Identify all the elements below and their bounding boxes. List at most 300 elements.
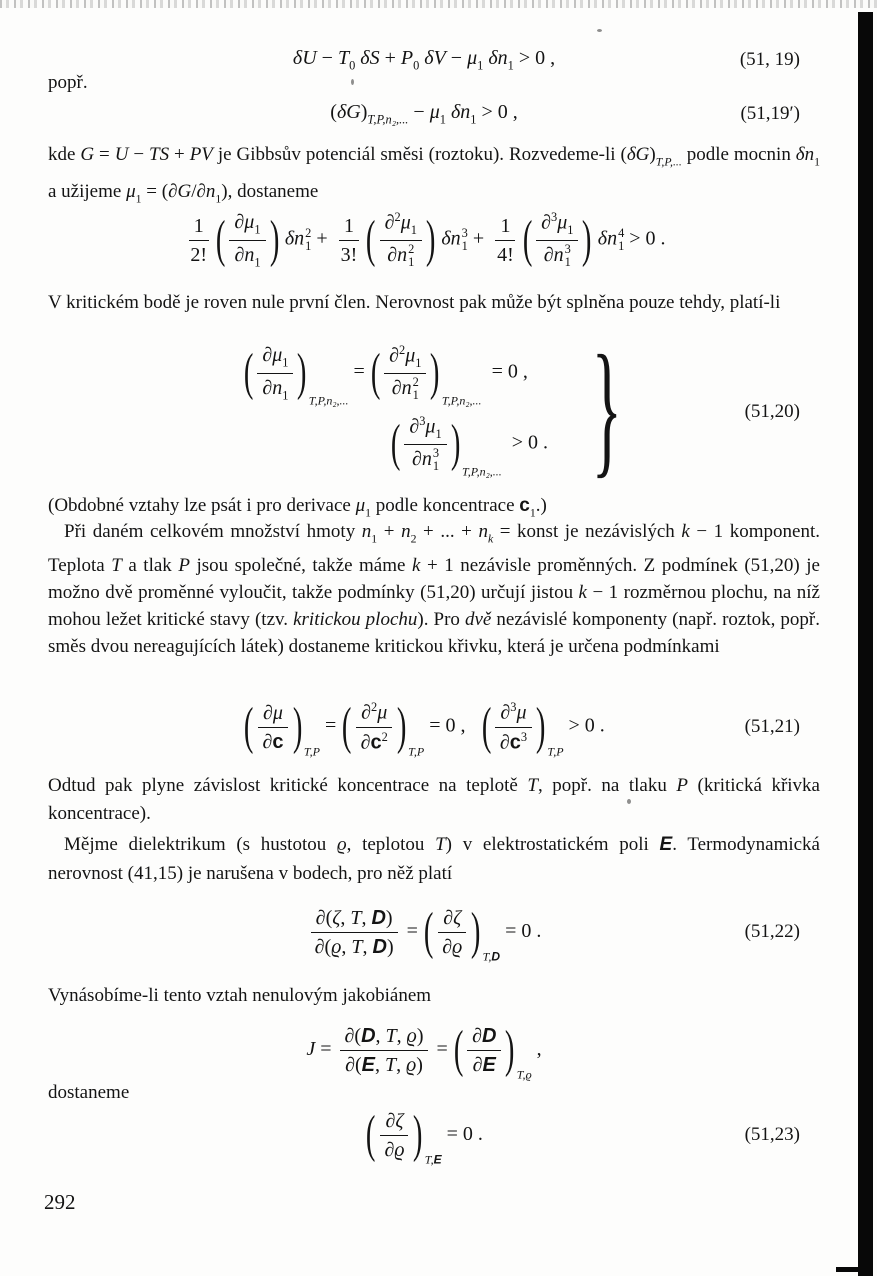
math-run: > 0 , — [476, 100, 518, 123]
equation-51-20-row1 — [48, 340, 800, 406]
math-run — [339, 214, 359, 241]
math-run: 3 — [461, 225, 468, 240]
math-run — [483, 949, 500, 964]
math-run: ∂ — [345, 1053, 355, 1076]
math-run — [565, 243, 571, 270]
math-run: μ — [429, 100, 440, 123]
math-run — [257, 343, 293, 403]
math-run: 2 — [381, 729, 388, 744]
math-run: E — [482, 1053, 496, 1076]
math-run: μ — [355, 495, 366, 516]
math-run: D — [371, 906, 386, 929]
math-run: ) v elektrostatickém poli — [445, 834, 660, 855]
math-run: D — [481, 1024, 497, 1047]
math-run: + — [379, 46, 401, 69]
math-run — [229, 241, 265, 270]
math-run — [310, 906, 399, 959]
math-run: ∂ — [472, 1053, 483, 1076]
math-run: (kritická křivka koncentrace). — [48, 775, 820, 824]
math-run: > 0 , — [513, 46, 556, 69]
math-run: dvě — [464, 609, 492, 631]
math-run: ∂μ — [263, 701, 283, 724]
math-run — [382, 241, 419, 270]
math-run: = 0 , — [481, 360, 528, 383]
math-run — [536, 210, 578, 241]
math-run: 0 — [413, 58, 420, 73]
math-run: ( — [325, 906, 333, 929]
equation-tag: (51,19′) — [740, 103, 800, 124]
math-run — [492, 700, 535, 754]
math-run — [189, 214, 209, 241]
math-run: 1 — [477, 58, 484, 73]
math-run: ∂ — [541, 211, 551, 234]
math-run: E — [361, 1053, 375, 1076]
math-run: 1 — [500, 214, 511, 237]
math-run: ( — [243, 344, 254, 401]
math-run: , — [362, 935, 373, 958]
math-run: E — [659, 834, 673, 855]
math-run — [309, 394, 349, 409]
math-run — [404, 414, 446, 445]
math-run: δU — [292, 46, 317, 69]
math-run: μ — [126, 181, 136, 203]
equation-tag: (51,23) — [744, 1124, 800, 1145]
math-run: jsou společné, takže máme — [189, 555, 412, 577]
math-run — [387, 374, 424, 403]
math-run: 1 — [439, 112, 446, 127]
math-run: T,P — [303, 744, 320, 759]
math-run — [380, 210, 422, 270]
math-run: ∂ — [262, 730, 273, 753]
math-run — [442, 394, 482, 409]
math-run: P — [400, 46, 414, 69]
math-run: 1 — [282, 388, 289, 403]
math-run: − — [408, 100, 430, 123]
math-run: T,P,n₂,... — [441, 393, 482, 408]
math-run: + — [377, 521, 402, 542]
math-run: ) — [360, 100, 368, 123]
math-run — [229, 210, 265, 240]
math-run: μ — [400, 211, 411, 234]
scan-black-edge-bar — [858, 12, 873, 1276]
math-run: nezávislé komponenty (např. roztok, popř. směs dvou nereagujících látek) dostaneme kritickou křivku, která je určena podmínkami — [48, 609, 820, 658]
paragraph-components — [48, 518, 820, 660]
math-run: − 1 komponent. Teplota — [48, 521, 820, 577]
equation-expansion — [48, 202, 800, 278]
scan-edge-mark — [836, 1267, 873, 1272]
math-run: ∂n — [234, 243, 255, 266]
math-run — [517, 1067, 532, 1082]
math-run — [536, 210, 578, 270]
math-run: ϱ — [406, 1024, 417, 1047]
math-run: ( — [354, 1024, 362, 1047]
math-run: 1 — [507, 58, 514, 73]
equation-body — [365, 1106, 483, 1167]
paragraph-jacobian — [48, 982, 820, 1009]
math-run: ∂n — [387, 244, 408, 267]
math-run: V kritickém bodě je roven nule první člen. Nerovnost pak může být splněna pouze tehdy, platí-li — [48, 292, 781, 313]
math-run — [258, 728, 289, 754]
math-run: 1 — [412, 388, 419, 403]
math-run: ∂ — [384, 211, 395, 234]
scan-speckle — [351, 79, 354, 85]
math-run: 1 — [435, 427, 442, 442]
equation-tag: (51, 19) — [739, 49, 800, 70]
math-run — [495, 214, 515, 241]
math-run — [365, 1106, 442, 1167]
math-run: ) — [297, 344, 307, 401]
math-run: kritickou plochu — [293, 609, 418, 631]
math-run: 2 — [408, 242, 415, 257]
math-run: , — [341, 935, 352, 958]
math-run: n — [401, 521, 411, 542]
math-run — [464, 1024, 504, 1077]
math-run: δn — [488, 46, 508, 69]
math-run: U — [114, 144, 129, 165]
math-run: D — [361, 1024, 376, 1047]
math-run: ∂ — [314, 935, 325, 958]
math-run: = — [431, 1037, 453, 1060]
math-run: δG — [336, 100, 361, 123]
math-run: ∂n — [262, 376, 283, 399]
math-run — [453, 1021, 532, 1082]
math-run: (Obdobné vztahy lze psát i pro derivace — [48, 495, 356, 516]
math-run: c — [509, 730, 521, 753]
math-run: P — [178, 555, 190, 577]
math-run: TS — [149, 144, 170, 165]
math-run — [467, 1024, 501, 1077]
math-run — [341, 698, 425, 759]
math-run: > 0 . — [501, 431, 549, 454]
math-run — [495, 700, 531, 727]
math-run: T,P — [408, 744, 425, 759]
math-run: + ... + — [416, 521, 479, 542]
math-run: = konst je nezávislých — [493, 521, 682, 542]
math-run: ∂n — [196, 181, 216, 203]
math-run — [379, 1136, 409, 1162]
math-run: 4 — [618, 225, 625, 240]
math-run: ∂n — [411, 448, 432, 471]
math-run — [310, 933, 399, 959]
math-run: PV — [189, 144, 213, 165]
math-run: = 0 . — [500, 919, 542, 942]
math-run — [434, 906, 470, 959]
math-run: 3 — [510, 700, 517, 715]
math-run — [254, 343, 296, 403]
math-run: δn — [597, 227, 618, 250]
equation-body — [182, 210, 665, 270]
math-run — [258, 701, 288, 728]
math-run — [423, 903, 501, 964]
math-run: 1 — [529, 506, 536, 520]
equation-51-19-prime — [48, 94, 800, 134]
equation-body — [243, 343, 528, 408]
math-run: 2 — [394, 210, 401, 225]
math-run: Při daném celkovém množství hmoty — [64, 521, 362, 542]
math-run: − — [445, 46, 468, 69]
math-run: G — [80, 144, 95, 165]
math-run: 3 — [551, 210, 558, 225]
math-run — [215, 210, 280, 270]
math-run: 1 — [254, 255, 261, 270]
paragraph-dielectric — [48, 830, 820, 888]
math-run: 1 — [461, 239, 468, 253]
math-run: ϱ — [336, 834, 347, 855]
math-run: T,P,n₂,... — [308, 393, 349, 408]
math-run: 1 — [193, 214, 204, 237]
math-run: ∂ — [472, 1024, 482, 1047]
math-run: δn — [441, 227, 461, 250]
equation-body — [243, 698, 605, 759]
math-run: J — [306, 1037, 316, 1060]
math-run — [356, 728, 393, 754]
math-run: 3 — [432, 446, 440, 461]
math-run: − — [316, 46, 338, 69]
math-run: μ — [377, 701, 388, 724]
math-run: + — [169, 144, 190, 165]
math-run: ) — [450, 415, 461, 472]
math-run: ∂ — [360, 730, 371, 753]
math-run: ) — [425, 211, 436, 268]
math-run: = — [94, 144, 115, 165]
math-run: ∂ — [315, 906, 326, 929]
math-run — [356, 700, 392, 727]
math-run: Odtud pak plyne závislost kritické koncentrace na teplotě — [48, 775, 528, 796]
math-run: ( — [453, 1021, 464, 1078]
math-run: = 0 . — [441, 1122, 483, 1145]
math-run: / — [191, 181, 197, 203]
word-dostaneme: dostaneme — [48, 1082, 130, 1103]
page-number: 292 — [44, 1190, 76, 1214]
math-run: c — [519, 495, 530, 516]
math-run: T, — [482, 949, 492, 964]
math-run — [379, 1109, 409, 1162]
math-run: podle mocnin — [681, 144, 796, 165]
math-run: ) — [535, 698, 546, 755]
math-run: ) — [649, 144, 656, 165]
math-run: μ — [516, 701, 527, 724]
math-run: k — [578, 582, 587, 604]
math-run: = — [315, 1037, 337, 1060]
math-run: T — [385, 1024, 397, 1047]
math-run: ϱ — [525, 1067, 532, 1082]
math-run: 1 — [618, 239, 625, 253]
math-run: ( — [366, 1106, 376, 1163]
math-run: ( — [215, 211, 226, 268]
math-run: ) — [385, 906, 393, 929]
math-run — [311, 906, 398, 933]
math-run: T,P,n₂,... — [462, 464, 502, 479]
math-run: Mějme dielektrikum (s hustotou — [64, 834, 337, 855]
math-run: ∂ — [499, 730, 510, 753]
math-run: 1 — [215, 192, 222, 206]
math-run: T — [337, 46, 350, 69]
math-run: ∂ — [409, 415, 420, 438]
math-run: μ — [425, 415, 436, 438]
math-run — [365, 210, 436, 270]
math-run: ∂ — [361, 701, 371, 724]
math-run: , — [375, 1024, 386, 1047]
math-run: 2 — [305, 225, 312, 240]
math-run — [377, 210, 425, 270]
scan-noise-strip — [0, 0, 877, 8]
math-run: 1 — [814, 155, 821, 169]
math-run: 1 — [470, 112, 477, 127]
math-run — [467, 1024, 501, 1051]
math-run — [257, 343, 293, 373]
math-run: ϱ — [331, 935, 342, 958]
math-run: , — [396, 1053, 407, 1076]
math-run — [437, 906, 467, 959]
math-run — [533, 210, 581, 270]
math-run: + — [311, 227, 333, 250]
paragraph-critical-curve — [48, 772, 820, 828]
math-run: , — [531, 1037, 542, 1060]
math-run: = — [348, 360, 370, 383]
math-run: 1 — [408, 255, 415, 270]
math-run: ∂ — [389, 344, 400, 367]
math-run: , — [340, 906, 351, 929]
math-run — [258, 701, 289, 754]
math-run — [229, 210, 265, 270]
math-run: ∂ζ — [443, 906, 462, 929]
math-run: 2! — [190, 243, 208, 266]
math-run: T — [351, 935, 363, 958]
math-run: 4! — [497, 243, 514, 266]
math-run — [384, 343, 426, 374]
math-run: ∂ϱ — [442, 935, 463, 958]
math-run: δS — [360, 46, 380, 69]
math-run — [226, 210, 268, 270]
math-run: T,P,n₂,... — [367, 112, 409, 127]
math-run: δn — [284, 227, 305, 250]
math-run — [433, 447, 439, 474]
math-run: T,P — [547, 744, 564, 759]
math-run: . Termodynamická nerovnost (41,15) je narušena v bodech, pro něž platí — [48, 834, 820, 884]
math-run — [380, 1109, 408, 1136]
math-run: 1 — [135, 192, 142, 206]
math-run: 1 — [415, 356, 422, 371]
math-run: 3 — [564, 242, 571, 257]
math-run: ( — [522, 211, 533, 268]
math-run: P — [676, 775, 689, 796]
math-run: 1 — [567, 223, 574, 238]
math-run — [255, 701, 292, 754]
equation-51-19 — [48, 42, 800, 78]
math-run: , teplotou — [346, 834, 436, 855]
math-run: ) — [430, 344, 440, 401]
math-run: ( — [324, 935, 332, 958]
math-run — [243, 698, 320, 759]
math-run — [340, 1024, 429, 1077]
math-run: , popř. na tlaku — [537, 775, 677, 796]
math-run: T — [435, 834, 446, 855]
math-run: k — [411, 555, 421, 577]
math-run: ∂ζ — [385, 1109, 404, 1132]
math-run: 2 — [371, 700, 378, 715]
math-run: δn — [795, 144, 815, 165]
math-run — [185, 214, 212, 267]
math-run: Vynásobíme-li tento vztah nenulovým jakobiánem — [48, 985, 432, 1006]
math-run: , — [374, 1053, 385, 1076]
math-run — [437, 933, 467, 959]
math-run: 1 — [365, 506, 372, 520]
math-run: T — [527, 775, 538, 796]
math-run: μ — [405, 344, 416, 367]
math-run — [462, 465, 502, 480]
math-run: 3 — [520, 729, 528, 744]
math-run: = 0 , — [424, 714, 481, 737]
math-run: E — [433, 1152, 442, 1167]
math-run: k — [681, 521, 690, 542]
equation-51-22 — [48, 898, 800, 966]
math-run: ( — [481, 698, 491, 755]
math-run: ). Pro — [417, 609, 465, 631]
math-run: ( — [366, 211, 376, 268]
math-run — [243, 343, 349, 408]
equation-51-21 — [48, 694, 800, 760]
math-run: podle koncentrace — [371, 495, 520, 516]
equation-body — [390, 414, 549, 479]
math-run: μ — [467, 46, 478, 69]
math-run — [404, 414, 446, 474]
math-run: ∂G — [168, 181, 192, 203]
math-run — [304, 744, 320, 759]
math-run — [370, 343, 482, 408]
math-run — [547, 745, 563, 760]
equation-group-brace: } — [591, 325, 622, 491]
math-run: ) — [396, 698, 407, 755]
math-run: D — [372, 935, 387, 958]
math-run: 2 — [399, 343, 406, 358]
math-run: 1 — [410, 223, 417, 238]
math-run — [492, 241, 519, 267]
math-run: 2 — [412, 375, 419, 390]
equation-tag: (51,21) — [744, 716, 800, 737]
math-run: ∂ — [344, 1024, 355, 1047]
math-run: = ( — [141, 181, 169, 203]
equation-body — [293, 47, 555, 74]
equation-jacobian — [48, 1016, 800, 1084]
math-run: ∂ — [500, 701, 511, 724]
math-run: 1 — [254, 222, 261, 237]
math-run — [390, 414, 502, 479]
math-run: 2 — [410, 532, 417, 546]
math-run — [425, 1152, 442, 1167]
math-run: 1 — [282, 355, 289, 370]
equation-body — [307, 903, 542, 964]
math-run — [336, 241, 363, 267]
math-run: ( — [244, 698, 254, 755]
math-run: − — [128, 144, 150, 165]
connector-popr: popř. — [48, 72, 88, 93]
math-run — [408, 745, 424, 760]
math-run: ) — [416, 1053, 423, 1076]
math-run — [492, 214, 519, 267]
math-run — [257, 374, 293, 403]
math-run: , — [396, 1024, 407, 1047]
math-run — [356, 700, 393, 754]
math-run: c — [370, 730, 382, 753]
math-run: δn — [450, 100, 471, 123]
math-run: ) — [269, 211, 279, 268]
math-run: 1 — [564, 255, 571, 270]
math-run: δG — [626, 144, 650, 165]
math-run — [522, 210, 593, 270]
math-run: ) — [386, 935, 394, 958]
math-run: ( — [354, 1053, 362, 1076]
math-run: T,P,... — [655, 155, 682, 169]
